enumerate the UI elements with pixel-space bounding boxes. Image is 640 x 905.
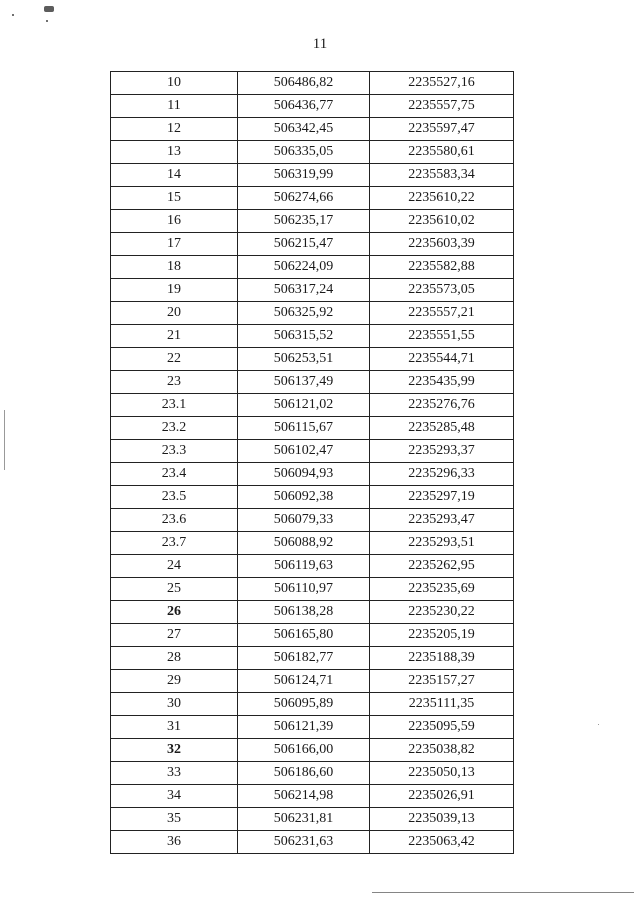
point-number-cell: 30	[111, 693, 238, 716]
point-number-cell: 11	[111, 95, 238, 118]
point-number-cell: 12	[111, 118, 238, 141]
y-coordinate-cell: 2235262,95	[370, 555, 514, 578]
y-coordinate-cell: 2235039,13	[370, 808, 514, 831]
x-coordinate-cell: 506315,52	[238, 325, 370, 348]
table-row	[111, 141, 514, 164]
y-coordinate-cell: 2235095,59	[370, 716, 514, 739]
point-number-cell: 21	[111, 325, 238, 348]
point-number-cell: 25	[111, 578, 238, 601]
table-row	[111, 164, 514, 187]
point-number-cell: 24	[111, 555, 238, 578]
y-coordinate-cell: 2235551,55	[370, 325, 514, 348]
y-coordinate-cell: 2235610,22	[370, 187, 514, 210]
y-coordinate-cell: 2235293,47	[370, 509, 514, 532]
table-row	[111, 831, 514, 854]
coordinates-table	[110, 71, 514, 854]
y-coordinate-cell: 2235297,19	[370, 486, 514, 509]
y-coordinate-cell: 2235583,34	[370, 164, 514, 187]
point-number-cell: 27	[111, 624, 238, 647]
point-number-cell: 23.2	[111, 417, 238, 440]
x-coordinate-cell: 506274,66	[238, 187, 370, 210]
y-coordinate-cell: 2235603,39	[370, 233, 514, 256]
y-coordinate-cell: 2235026,91	[370, 785, 514, 808]
table-row	[111, 302, 514, 325]
table-row	[111, 256, 514, 279]
x-coordinate-cell: 506121,39	[238, 716, 370, 739]
x-coordinate-cell: 506095,89	[238, 693, 370, 716]
table-row	[111, 509, 514, 532]
y-coordinate-cell: 2235038,82	[370, 739, 514, 762]
y-coordinate-cell: 2235544,71	[370, 348, 514, 371]
point-number-cell: 13	[111, 141, 238, 164]
table-row	[111, 532, 514, 555]
y-coordinate-cell: 2235205,19	[370, 624, 514, 647]
y-coordinate-cell: 2235580,61	[370, 141, 514, 164]
x-coordinate-cell: 506224,09	[238, 256, 370, 279]
x-coordinate-cell: 506110,97	[238, 578, 370, 601]
y-coordinate-cell: 2235063,42	[370, 831, 514, 854]
point-number-cell: 26	[111, 601, 238, 624]
y-coordinate-cell: 2235188,39	[370, 647, 514, 670]
scan-artifact	[46, 20, 48, 22]
point-number-cell: 36	[111, 831, 238, 854]
y-coordinate-cell: 2235293,51	[370, 532, 514, 555]
y-coordinate-cell: 2235557,21	[370, 302, 514, 325]
table-row	[111, 118, 514, 141]
x-coordinate-cell: 506138,28	[238, 601, 370, 624]
point-number-cell: 32	[111, 739, 238, 762]
table-row	[111, 233, 514, 256]
point-number-cell: 15	[111, 187, 238, 210]
y-coordinate-cell: 2235285,48	[370, 417, 514, 440]
table-row	[111, 348, 514, 371]
table-row	[111, 440, 514, 463]
point-number-cell: 23.1	[111, 394, 238, 417]
point-number-cell: 29	[111, 670, 238, 693]
x-coordinate-cell: 506486,82	[238, 72, 370, 95]
x-coordinate-cell: 506079,33	[238, 509, 370, 532]
y-coordinate-cell: 2235435,99	[370, 371, 514, 394]
x-coordinate-cell: 506115,67	[238, 417, 370, 440]
table-row	[111, 95, 514, 118]
scan-artifact	[4, 410, 5, 470]
point-number-cell: 23.6	[111, 509, 238, 532]
x-coordinate-cell: 506124,71	[238, 670, 370, 693]
point-number-cell: 20	[111, 302, 238, 325]
table-row	[111, 601, 514, 624]
table-row	[111, 670, 514, 693]
point-number-cell: 31	[111, 716, 238, 739]
table-row	[111, 578, 514, 601]
y-coordinate-cell: 2235557,75	[370, 95, 514, 118]
table-row	[111, 555, 514, 578]
x-coordinate-cell: 506182,77	[238, 647, 370, 670]
table-row	[111, 716, 514, 739]
point-number-cell: 17	[111, 233, 238, 256]
x-coordinate-cell: 506092,38	[238, 486, 370, 509]
table-row	[111, 417, 514, 440]
x-coordinate-cell: 506342,45	[238, 118, 370, 141]
x-coordinate-cell: 506119,63	[238, 555, 370, 578]
x-coordinate-cell: 506335,05	[238, 141, 370, 164]
x-coordinate-cell: 506121,02	[238, 394, 370, 417]
x-coordinate-cell: 506317,24	[238, 279, 370, 302]
point-number-cell: 19	[111, 279, 238, 302]
table-row	[111, 808, 514, 831]
x-coordinate-cell: 506235,17	[238, 210, 370, 233]
table-row	[111, 394, 514, 417]
x-coordinate-cell: 506231,63	[238, 831, 370, 854]
point-number-cell: 23.5	[111, 486, 238, 509]
table-row	[111, 72, 514, 95]
y-coordinate-cell: 2235293,37	[370, 440, 514, 463]
y-coordinate-cell: 2235610,02	[370, 210, 514, 233]
scan-artifact	[372, 892, 634, 893]
x-coordinate-cell: 506102,47	[238, 440, 370, 463]
point-number-cell: 23	[111, 371, 238, 394]
table-row	[111, 371, 514, 394]
table-row	[111, 463, 514, 486]
point-number-cell: 22	[111, 348, 238, 371]
x-coordinate-cell: 506436,77	[238, 95, 370, 118]
table-row	[111, 325, 514, 348]
table-row	[111, 210, 514, 233]
y-coordinate-cell: 2235597,47	[370, 118, 514, 141]
point-number-cell: 35	[111, 808, 238, 831]
y-coordinate-cell: 2235230,22	[370, 601, 514, 624]
y-coordinate-cell: 2235296,33	[370, 463, 514, 486]
y-coordinate-cell: 2235235,69	[370, 578, 514, 601]
y-coordinate-cell: 2235111,35	[370, 693, 514, 716]
point-number-cell: 23.7	[111, 532, 238, 555]
point-number-cell: 23.4	[111, 463, 238, 486]
y-coordinate-cell: 2235573,05	[370, 279, 514, 302]
x-coordinate-cell: 506214,98	[238, 785, 370, 808]
x-coordinate-cell: 506094,93	[238, 463, 370, 486]
x-coordinate-cell: 506231,81	[238, 808, 370, 831]
table-row	[111, 624, 514, 647]
x-coordinate-cell: 506186,60	[238, 762, 370, 785]
scan-artifact	[598, 724, 599, 725]
coordinates-table-body	[111, 72, 514, 854]
point-number-cell: 16	[111, 210, 238, 233]
table-row	[111, 693, 514, 716]
y-coordinate-cell: 2235582,88	[370, 256, 514, 279]
x-coordinate-cell: 506325,92	[238, 302, 370, 325]
table-row	[111, 187, 514, 210]
point-number-cell: 18	[111, 256, 238, 279]
point-number-cell: 28	[111, 647, 238, 670]
point-number-cell: 10	[111, 72, 238, 95]
point-number-cell: 33	[111, 762, 238, 785]
table-row	[111, 762, 514, 785]
x-coordinate-cell: 506166,00	[238, 739, 370, 762]
page-number: 11	[312, 36, 328, 52]
point-number-cell: 34	[111, 785, 238, 808]
table-row	[111, 486, 514, 509]
x-coordinate-cell: 506215,47	[238, 233, 370, 256]
point-number-cell: 23.3	[111, 440, 238, 463]
point-number-cell: 14	[111, 164, 238, 187]
table-row	[111, 739, 514, 762]
x-coordinate-cell: 506137,49	[238, 371, 370, 394]
x-coordinate-cell: 506165,80	[238, 624, 370, 647]
x-coordinate-cell: 506253,51	[238, 348, 370, 371]
y-coordinate-cell: 2235527,16	[370, 72, 514, 95]
table-row	[111, 785, 514, 808]
y-coordinate-cell: 2235157,27	[370, 670, 514, 693]
scan-artifact	[12, 14, 14, 16]
y-coordinate-cell: 2235050,13	[370, 762, 514, 785]
table-row	[111, 279, 514, 302]
table-row	[111, 647, 514, 670]
x-coordinate-cell: 506088,92	[238, 532, 370, 555]
x-coordinate-cell: 506319,99	[238, 164, 370, 187]
scan-artifact	[44, 6, 54, 12]
y-coordinate-cell: 2235276,76	[370, 394, 514, 417]
